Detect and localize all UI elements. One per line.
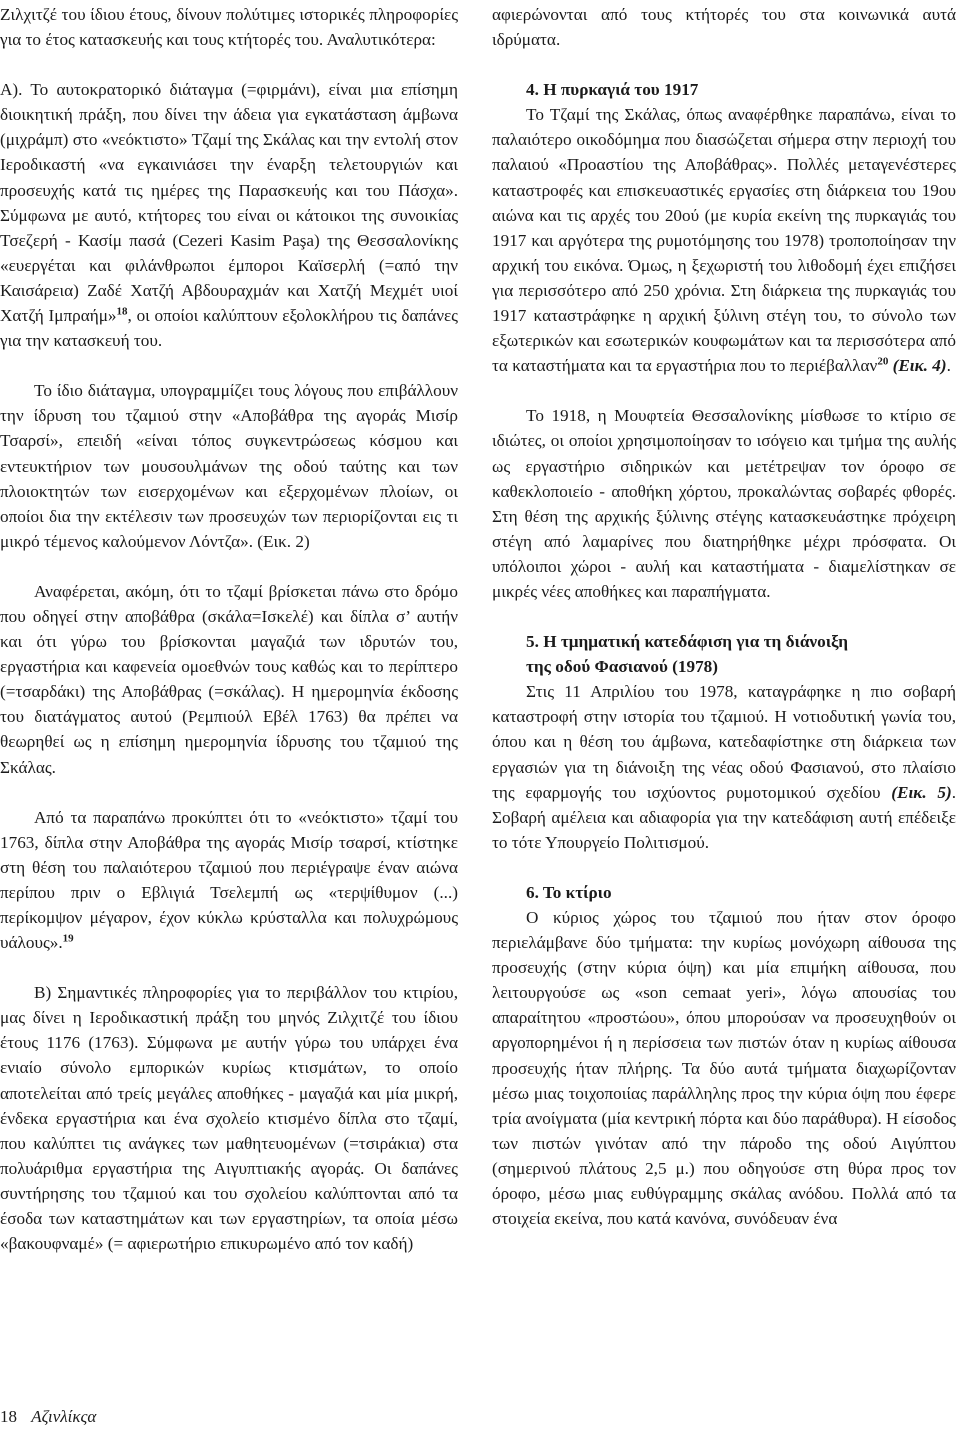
- paragraph-demolition: [492, 679, 956, 855]
- figure-reference-5: (Εικ. 5): [891, 782, 952, 802]
- paragraph-firman: [0, 77, 458, 353]
- paragraph-1918: Το 1918, η Μουφτεία Θεσσαλονίκης μίσθωσε το κτίριο σε ιδιώτες, οι οποίοι χρησιμοποίησαν το ισόγειο και τμήμα της αυλής ως εργαστήριο σιδηρικών και μετέτρεψαν τον όροφο σε καθεκλοποιείο - αποθήκη χόρτου, προκαλώντας σοβαρές φθορές. Στη θέση της αρχικής ξύλινης στέγης κατασκευάστηκε πρόχειρη στέγη από λαμαρίνες που διατηρήθηκε μέχρι πρόσφατα. Οι υπόλοιποι χώροι - αυλή και καταστήματα - διαμελίστηκαν σε μικρές νέες αποθήκες και παραπήγματα.: [492, 406, 956, 601]
- footnote-marker-18: 18: [116, 305, 128, 318]
- figure-reference-4: (Εικ. 4): [892, 356, 947, 376]
- paragraph-building: Ο κύριος χώρος του τζαμιού που ήταν στον όροφο περιελάμβανε δύο τμήματα: την κυρίως μονόχωρη αίθουσα της προσευχής (στην κύρια όψη) και μία επιμήκη αίθουσα, που λειτουργούσε ως «son cemaat yeri», λόγω απουσίας του απαραίτητου «προστώου», όπου μπορούσαν να προσευχηθούν οι αργοπορημένοι ή η περίσσεια των πιστών όταν η κυρίως αίθουσα προσευχής ήταν πλήρης. Τα δύο αυτά τμήματα διαχωρίζονταν μέσω μιας τοιχοποιίας παράλληλης προς την κύρια όψη που έφερε τρία ανοίγματα (μία κεντρική πόρτα και δύο παράθυρα). Η είσοδος των πιστών γινόταν από την πάροδο της οδού Αιγύπτου (σημερινού πλάτους 2,5 μ.) που οδηγούσε στη θύρα προς τον όροφο, μέσω μιας ευθύγραμμης σκάλας ανόδου. Πολλά από τα στοιχεία εκείνα, που κατά κανόνα, συνόδευαν ένα: [492, 908, 956, 1229]
- section-heading-building: 6. Το κτίριο: [526, 882, 612, 902]
- left-column: [0, 2, 458, 1256]
- paragraph-intro: Ζιλχιτζέ του ίδιου έτους, δίνουν πολύτιμες ιστορικές πληροφορίες για το έτος κατασκευής και τους κτήτορές του. Αναλυτικότερα:: [0, 5, 458, 50]
- paragraph-decree-reasons: Το ίδιο διάταγμα, υπογραμμίζει τους λόγους που επιβάλλουν την ίδρυση του τζαμιού στην «Αποβάθρα της αγοράς Μισίρ Τσαρσί», επειδή «είναι τόπος συγκεντρώσεως κόσμου και εντευκτήριον των μουσουλμάνων της οδού ταύτης και των πλοιοκτητών των εισερχομένων και εξερχομένων πλοίων, οι οποίοι δια την εκτέλεσιν των προσευχών των περιορίζονται εις τι μικρό τέμενος καλούμενον Λόντζα». (Εικ. 2): [0, 381, 458, 551]
- footnote-marker-19: 19: [62, 932, 74, 945]
- paragraph-demolition-text: Στις 11 Απριλίου του 1978, καταγράφηκε η πιο σοβαρή καταστροφή στην ιστορία του τζαμιού. Η νοτιοδυτική γωνία του, όπου και η θέση του άμβωνα, κατεδαφίστηκε στη διάρκεια των εργασιών για τη διάνοιξη της νέας οδού Φασιανού, στο πλαίσιο της εφαρμογής του ισχύοντος ρυμοτομικού σχεδίου: [492, 682, 956, 802]
- right-column: [492, 2, 956, 1231]
- paragraph-firman-text: Α). Το αυτοκρατορικό διάταγμα (=φιρμάνι), είναι μια επίσημη διοικητική πράξη, που δίνει την άδεια για εγκατάσταση άμβωνα (μιχράμπ) στο «νεόκτιστο» Τζαμί της Σκάλας και την εντολή στον Ιεροδικαστή «να εγκαινιάσει την έναρξη τελετουργιών και προσευχής κατά τις ημέρες της Παρασκευής και του Πάσχα». Σύμφωνα με αυτό, κτήτορες του είναι οι κάτοικοι της συνοικίας Τσεζερή - Κασίμ πασά (Cezeri Kasim Paşa) της Θεσσαλονίκης «ευεργέται και φιλάνθρωποι έμποροι Καϊσερλή (=από την Καισάρεια) Ζαδέ Χατζή Αβδουραχμάν και Χατζή Μεχμέτ υιοί Χατζή Ιμπραήμ»: [0, 80, 458, 326]
- page-footer: [0, 1406, 96, 1428]
- paragraph-dedication: αφιερώνονται από τους κτήτορές του στα κοινωνικά αυτά ιδρύματα.: [492, 5, 956, 50]
- paragraph-conclusion: [0, 805, 458, 956]
- paragraph-firman-tail: , οι οποίοι καλύπτουν εξολοκλήρου τις δαπάνες για την κατασκευή του.: [0, 306, 458, 351]
- section-heading-fire-1917: 4. Η πυρκαγιά του 1917: [526, 80, 699, 100]
- paragraph-location: Αναφέρεται, ακόμη, ότι το τζαμί βρίσκεται πάνω στο δρόμο που οδηγεί στην αποβάθρα (σκάλα=Ισκελέ) και δίπλα σ’ αυτήν και ότι γύρω του βρίσκονται μαγαζιά των ιδρυτών του, εργαστήρια και καφενεία ομοεθνών τους καθώς και το περίπτερο (=τσαρδάκι) της Αποβάθρας (=σκάλας). Η ημερομηνία έκδοσης του διατάγματος αυτού (Ρεμπιούλ Εβέλ 1763) θα πρέπει να θεωρηθεί ως η επίσημη ημερομηνία ίδρυσης του τζαμιού της Σκάλας.: [0, 581, 458, 777]
- page-number: 18: [0, 1407, 17, 1426]
- section-heading-demolition-line2: της οδού Φασιανού (1978): [526, 657, 718, 677]
- section-heading-demolition-line1: 5. Η τμηματική κατεδάφιση για τη διάνοιξη: [526, 632, 849, 652]
- paragraph-demolition-tail: . Σοβαρή αμέλεια και αδιαφορία για την κατεδάφιση αυτή επέδειξε το τότε Υπουργείο Πολιτισμού.: [492, 782, 957, 852]
- paragraph-fire: Το Τζαμί της Σκάλας, όπως αναφέρθηκε παραπάνω, είναι το παλαιότερο οικοδόμημα που διασώζεται σήμερα στην περιοχή του παλαιού «Προαστίου της Αποβάθρας». Πολλές μεταγενέστερες καταστροφές και επισκευαστικές εργασίες στη διάρκεια του 19ου αιώνα και τις αρχές του 20ού (με κυρία εκείνη της πυρκαγιάς του 1917 και αργότερα της ρυμοτόμησης του 1978) τροποποίησαν την αρχική του εικόνα. Όμως, η ξεχωριστή του λιθοδομή έχει επιζήσει για περισσότερο από 250 χρόνια. Στη διάρκεια της πυρκαγιάς του 1917 καταστράφηκε η αρχική ξύλινη στέγη του, το σύνολο των εξωτερικών και εσωτερικών κουφωμάτων και τα περισσότερα από τα καταστήματα και τα εργαστήρια που το περιέβαλλαν$^{20}$ (Εικ. 4).: [492, 105, 956, 376]
- journal-name: Αζινλίκςα: [31, 1407, 97, 1426]
- paragraph-surroundings: Β) Σημαντικές πληροφορίες για το περιβάλλον του κτιρίου, μας δίνει η Ιεροδικαστική πράξη του μηνός Ζιλχιτζέ του ίδιου έτους 1176 (1763). Σύμφωνα με αυτήν γύρω του υπάρχει ένα ενιαίο σύνολο εμπορικών κυρίως κτισμάτων, το οποίο αποτελείται από τρείς μεγάλες αποθήκες - μαγαζιά και μία μικρή, ένδεκα εργαστήρια και ένα σχολείο κτισμένο δίπλα στο τζαμί, που καλύπτει τις ανάγκες των μαθητευομένων (=τσιράκια) στα πολυάριθμα εργαστήρια της Αιγυπτιακής αγοράς. Οι δαπάνες συντήρησης του τζαμιού και του σχολείου καλύπτονται από τα έσοδα των καταστημάτων και των εργαστηρίων, τα οποία μέσω «βακουφναμέ» (= αφιερωτήριο επικυρωμένο από τον καδή): [0, 983, 458, 1254]
- paragraph-fire-text: Το Τζαμί της Σκάλας, όπως αναφέρθηκε παραπάνω, είναι το παλαιότερο οικοδόμημα που διασώζεται σήμερα στην περιοχή του παλαιού «Προαστίου της Αποβάθρας». Πολλές μεταγενέστερες καταστροφές και επισκευαστικές εργασίες στη διάρκεια του 19ου αιώνα και τις αρχές του 20ού (με κυρία εκείνη της πυρκαγιάς του 1917 και αργότερα της ρυμοτόμησης του 1978) τροποποίησαν την αρχική του εικόνα. Όμως, η ξεχωριστή του λιθοδομή έχει επιζήσει για περισσότερο από 250 χρόνια. Στη διάρκεια της πυρκαγιάς του 1917 καταστράφηκε η αρχική ξύλινη στέγη του, το σύνολο των εξωτερικών και εσωτερικών κουφωμάτων και τα περισσότερα από τα καταστήματα και τα εργαστήρια που το περιέβαλλαν: [492, 105, 956, 376]
- footnote-marker-20: 20: [877, 355, 889, 368]
- paragraph-conclusion-text: Από τα παραπάνω προκύπτει ότι το «νεόκτιστο» τζαμί του 1763, δίπλα στην Αποβάθρα της αγοράς Μισίρ τσαρσί, κτίστηκε στη θέση του παλαιότερου τζαμιού που περιέγραψε έναν αιώνα περίπου πριν ο Εβλιγιά Τσελεμπή ως «τερψίθυμον (...) περίκομψον μέγαρον, έχον κύκλω κρύσταλλα και πολυχρώμους υάλους».: [0, 807, 458, 953]
